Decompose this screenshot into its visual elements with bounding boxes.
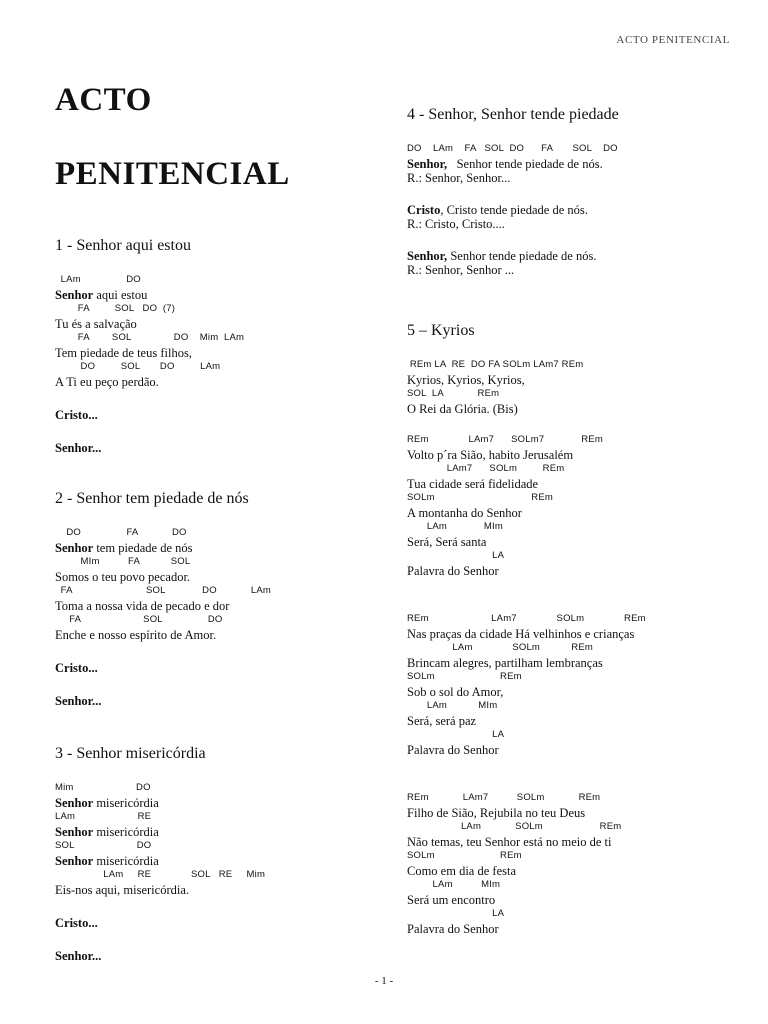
section-heading: 2 - Senhor tem piedade de nós	[55, 490, 249, 507]
lyric-text: Filho de Sião, Rejubila no teu Deus	[407, 805, 586, 820]
lyric-text: Palavra do Senhor	[407, 742, 499, 757]
lyric-text: Senhor tende piedade de nós.	[447, 248, 597, 263]
lyric-text: Volto p´ra Sião, habito Jerusalém	[407, 447, 574, 462]
lyric-text: Tem piedade de teus filhos,	[55, 345, 192, 360]
chord-line: DO SOL DO LAm	[55, 361, 221, 372]
refrain-label: Senhor...	[55, 694, 102, 708]
lyric-emphasis: Senhor	[55, 824, 94, 839]
page-number: - 1 -	[374, 975, 394, 987]
lyric-line	[407, 402, 518, 416]
lyric-line	[407, 806, 585, 820]
lyric-line	[407, 263, 514, 277]
chord-line: REm LAm7 SOLm7 REm	[407, 434, 603, 445]
lyric-text: Eis-nos aqui, misericórdia.	[55, 882, 189, 897]
chord-line: REm LA RE DO FA SOLm LAm7 REm	[407, 359, 584, 370]
lyric-text: misericórdia	[93, 824, 159, 839]
lyric-text: R.: Cristo, Cristo....	[407, 217, 505, 231]
chord-line: LA	[407, 908, 505, 919]
lyric-text: tem piedade de nós	[93, 540, 193, 555]
lyric-line	[407, 835, 611, 849]
chord-line: SOL DO	[55, 840, 152, 851]
chord-line: LA	[407, 550, 505, 561]
lyric-emphasis: Senhor	[55, 287, 94, 302]
lyric-line	[55, 541, 192, 555]
lyric-line	[407, 685, 503, 699]
lyric-line	[55, 288, 147, 302]
section-heading: 4 - Senhor, Senhor tende piedade	[407, 106, 619, 123]
lyric-line	[407, 249, 596, 263]
lyric-emphasis: Senhor,	[407, 156, 448, 171]
lyric-text: Não temas, teu Senhor está no meio de ti	[407, 834, 612, 849]
lyric-text: A montanha do Senhor	[407, 505, 522, 520]
lyric-text: Palavra do Senhor	[407, 563, 499, 578]
chord-line: LAm MIm	[407, 521, 503, 532]
chord-line: REm LAm7 SOLm REm	[407, 792, 601, 803]
lyric-line	[407, 893, 495, 907]
chord-line: Mim DO	[55, 782, 151, 793]
chord-line: LAm SOLm REm	[407, 821, 622, 832]
chord-line: LAm MIm	[407, 879, 501, 890]
lyric-text: Tu és a salvação	[55, 316, 137, 331]
lyric-text: Como em dia de festa	[407, 863, 516, 878]
lyric-text: R.: Senhor, Senhor ...	[407, 263, 515, 277]
lyric-text: Enche e nosso espírito de Amor.	[55, 627, 217, 642]
chord-line: SOLm REm	[407, 850, 522, 861]
section-heading: 3 - Senhor misericórdia	[55, 745, 206, 762]
lyric-text: misericórdia	[93, 795, 159, 810]
lyric-text: O Rei da Glória. (Bis)	[407, 401, 518, 416]
lyric-text: Somos o teu povo pecador.	[55, 569, 191, 584]
lyric-line	[407, 506, 522, 520]
lyric-text: Será, será paz	[407, 713, 477, 728]
lyric-line	[407, 627, 634, 641]
lyric-line	[407, 535, 486, 549]
lyric-emphasis: Senhor	[55, 540, 94, 555]
lyric-text: misericórdia	[93, 853, 159, 868]
lyric-emphasis: Cristo	[407, 202, 441, 217]
refrain-label: Senhor...	[55, 441, 102, 455]
lyric-emphasis: Senhor	[55, 853, 94, 868]
lyric-text: R.: Senhor, Senhor...	[407, 171, 511, 185]
lyric-line	[55, 599, 229, 613]
refrain-label: Senhor...	[55, 949, 102, 963]
document-title-line-1: ACTO	[55, 82, 152, 118]
lyric-line	[55, 854, 159, 868]
chord-line: REm LAm7 SOLm REm	[407, 613, 646, 624]
chord-line: LAm7 SOLm REm	[407, 463, 565, 474]
lyric-text: Tua cidade será fidelidade	[407, 476, 539, 491]
lyric-line	[55, 570, 190, 584]
refrain-label: Cristo...	[55, 916, 98, 930]
chord-line: FA SOL DO	[55, 614, 223, 625]
chord-line: FA SOL DO (7)	[55, 303, 176, 314]
chord-line: DO FA DO	[55, 527, 187, 538]
chord-line: FA SOL DO LAm	[55, 585, 272, 596]
lyric-text: Senhor tende piedade de nós.	[447, 156, 603, 171]
lyric-line	[407, 864, 516, 878]
chord-line: LA	[407, 729, 505, 740]
chord-line: MIm FA SOL	[55, 556, 191, 567]
lyric-text: aqui estou	[93, 287, 148, 302]
chord-line: DO LAm FA SOL DO FA SOL DO	[407, 143, 618, 154]
lyric-text: Será um encontro	[407, 892, 496, 907]
lyric-text: Sob o sol do Amor,	[407, 684, 504, 699]
chord-line: FA SOL DO Mim LAm	[55, 332, 245, 343]
lyric-text: A Ti eu peço perdão.	[55, 374, 159, 389]
chord-line: LAm MIm	[407, 700, 498, 711]
lyric-text: Será, Será santa	[407, 534, 487, 549]
section-heading: 5 – Kyrios	[407, 322, 475, 339]
chord-line: LAm DO	[55, 274, 141, 285]
document-title-line-2: PENITENCIAL	[55, 156, 290, 192]
chord-line: LAm RE	[55, 811, 152, 822]
lyric-line	[407, 922, 499, 936]
lyric-line	[55, 796, 159, 810]
lyric-text: Palavra do Senhor	[407, 921, 499, 936]
chord-line: LAm RE SOL RE Mim	[55, 869, 266, 880]
lyric-line	[407, 714, 476, 728]
lyric-line	[407, 564, 499, 578]
lyric-line	[55, 628, 216, 642]
chord-line: SOLm REm	[407, 671, 522, 682]
lyric-emphasis: Senhor	[55, 795, 94, 810]
lyric-text: Nas praças da cidade Há velhinhos e crianças	[407, 626, 635, 641]
lyric-line	[407, 743, 499, 757]
lyric-line	[407, 448, 573, 462]
lyric-text: Kyrios, Kyrios, Kyrios,	[407, 372, 525, 387]
chord-line: SOL LA REm	[407, 388, 500, 399]
lyric-text: Brincam alegres, partilham lembranças	[407, 655, 603, 670]
running-header: ACTO PENITENCIAL	[616, 34, 730, 46]
lyric-line	[55, 883, 189, 897]
lyric-line	[407, 157, 603, 171]
lyric-line	[407, 656, 603, 670]
lyric-emphasis: Senhor,	[407, 248, 448, 263]
refrain-label: Cristo...	[55, 661, 98, 675]
lyric-line	[407, 171, 510, 185]
chord-line: SOLm REm	[407, 492, 553, 503]
lyric-text: , Cristo tende piedade de nós.	[440, 202, 588, 217]
lyric-line	[407, 373, 525, 387]
lyric-line	[407, 217, 505, 231]
lyric-line	[55, 825, 159, 839]
refrain-label: Cristo...	[55, 408, 98, 422]
lyric-line	[55, 317, 137, 331]
lyric-line	[55, 346, 192, 360]
lyric-line	[407, 477, 538, 491]
lyric-line	[55, 375, 159, 389]
lyric-line	[407, 203, 588, 217]
chord-line: LAm SOLm REm	[407, 642, 593, 653]
lyric-text: Toma a nossa vida de pecado e dor	[55, 598, 230, 613]
section-heading: 1 - Senhor aqui estou	[55, 237, 191, 254]
